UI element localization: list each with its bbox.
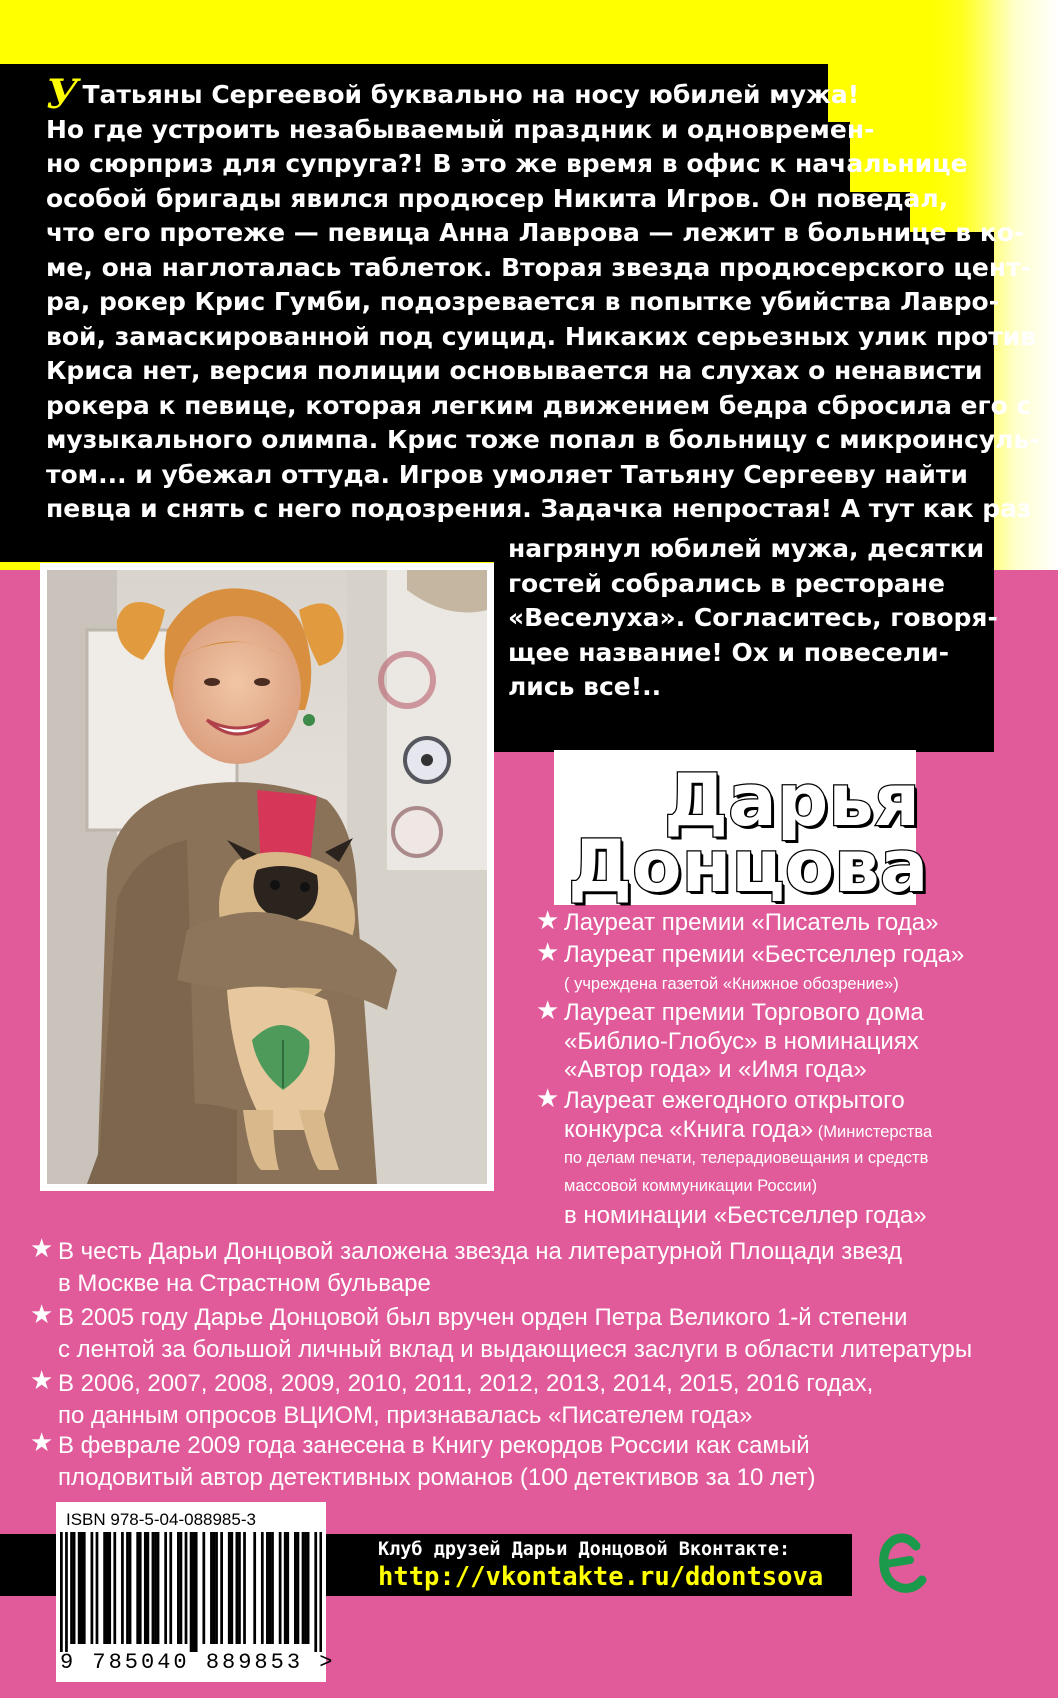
- author-photo: [40, 563, 494, 1191]
- award-line-main: конкурса «Книга года»: [564, 1116, 814, 1143]
- barcode-bar: [65, 1532, 68, 1652]
- author-first-name: Дарья: [664, 758, 921, 842]
- barcode-bar: [279, 1532, 282, 1644]
- barcode-bar: [78, 1532, 81, 1644]
- barcode-bar: [121, 1532, 124, 1644]
- barcode-bar: [157, 1532, 160, 1644]
- blurb-line: ра, рокер Крис Гумби, подозревается в попытке убийства Лавро-: [46, 287, 1000, 316]
- barcode-digits: 9 785040 889853 >: [60, 1650, 336, 1675]
- blurb-line: нагрянул юбилей мужа, десятки: [508, 534, 985, 563]
- blurb-tail: [508, 532, 998, 705]
- barcode-bar: [253, 1532, 256, 1644]
- barcode-bar: [190, 1532, 193, 1652]
- club-label: Клуб друзей Дарьи Донцовой Вконтакте:: [378, 1539, 791, 1560]
- award-line: Лауреат ежегодного открытого: [564, 1087, 905, 1114]
- barcode-bar: [108, 1532, 111, 1644]
- barcode-bar: [271, 1532, 274, 1644]
- blurb-line: Криса нет, версия полиции основывается на слухах о ненависти: [46, 356, 983, 385]
- barcode-bar: [269, 1532, 272, 1644]
- barcode-bar: [220, 1532, 223, 1644]
- award-line: «Библио-Глобус» в номинациях: [564, 1028, 919, 1055]
- blurb-line: особой бригады явился продюсер Никита Игров. Он поведал,: [46, 183, 949, 213]
- barcode-bar: [238, 1532, 241, 1644]
- award-note: ( учреждена газетой «Книжное обозрение»): [564, 975, 899, 993]
- blurb-line: том... и убежал оттуда. Игров умоляет Татьяну Сергееву найти: [46, 459, 968, 489]
- blurb-line: певца и снять с него подозрения. Задачка непростая! А тут как раз: [46, 494, 1032, 523]
- author-last-name: Донцова: [568, 824, 929, 908]
- barcode-bar: [164, 1532, 167, 1644]
- barcode-bar: [304, 1532, 307, 1644]
- barcode-bar: [297, 1532, 300, 1644]
- barcode-bar: [177, 1532, 180, 1644]
- barcode-bar: [144, 1532, 147, 1644]
- barcode-bar: [314, 1532, 317, 1652]
- blurb-line: но сюрприз для супруга?! В это же время в офис к начальнице: [46, 149, 968, 178]
- barcode-bar: [70, 1532, 73, 1644]
- author-with-pug-illustration: [47, 570, 487, 1184]
- barcode-bar: [294, 1532, 297, 1644]
- barcode-bar: [195, 1532, 198, 1652]
- blurb-line: щее название! Ох и повесели-: [508, 637, 949, 667]
- blurb-line: вой, замаскированной под суицид. Никаких серьезных улик против: [46, 321, 1037, 351]
- blurb-line: «Веселуха». Согласитесь, говоря-: [508, 603, 998, 632]
- award-line: [564, 1115, 932, 1147]
- barcode-bar: [126, 1532, 129, 1644]
- barcode-bar: [146, 1532, 149, 1644]
- fact-line: в Москве на Страстном бульваре: [58, 1270, 431, 1297]
- barcode-bar: [210, 1532, 213, 1644]
- barcode-bars: [60, 1532, 322, 1652]
- barcode-bar: [243, 1532, 246, 1644]
- star-icon: ★: [536, 905, 560, 935]
- fact-line: плодовитый автор детективных романов (100 детективов за 10 лет): [58, 1464, 816, 1491]
- blurb-line: лись все!..: [508, 672, 662, 701]
- fact-line: В честь Дарьи Донцовой заложена звезда на литературной Площади звезд: [58, 1238, 903, 1265]
- barcode-bar: [215, 1532, 218, 1644]
- blurb-text: [46, 71, 1040, 527]
- barcode-bar: [284, 1532, 287, 1644]
- barcode-bar: [83, 1532, 86, 1644]
- barcode-bar: [192, 1532, 195, 1652]
- drop-cap: У: [46, 71, 79, 118]
- star-icon: ★: [30, 1365, 54, 1395]
- blurb-line: рокера к певице, которая легким движением бедра сбросила его с: [46, 390, 1032, 420]
- barcode-bar: [213, 1532, 216, 1644]
- blurb-line: что его протеже — певица Анна Лаврова — лежит в больнице в ко-: [46, 218, 1025, 247]
- barcode-bar: [169, 1532, 172, 1644]
- barcode-bar: [106, 1532, 109, 1644]
- barcode-bar: [180, 1532, 183, 1644]
- blurb-line: Татьяны Сергеевой буквально на носу юбилей мужа!: [82, 80, 860, 109]
- award-line: Лауреат премии Торгового дома: [564, 999, 924, 1026]
- barcode-bar: [302, 1532, 305, 1644]
- barcode-bar: [202, 1532, 205, 1644]
- barcode-bar: [136, 1532, 139, 1644]
- barcode-bar: [139, 1532, 142, 1644]
- award-line-note: (Министерства: [813, 1123, 933, 1141]
- star-icon: ★: [536, 937, 560, 967]
- fact-line: В 2005 году Дарье Донцовой был вручен орден Петра Великого 1-й степени: [58, 1304, 908, 1331]
- award-line: «Автор года» и «Имя года»: [564, 1056, 867, 1083]
- barcode-bar: [185, 1532, 188, 1644]
- blurb-line: ме, она наглоталась таблеток. Вторая звезда продюсерского цент-: [46, 252, 1031, 282]
- barcode-bar: [60, 1532, 63, 1652]
- award-line: в номинации «Бестселлер года»: [564, 1202, 927, 1229]
- blurb-line: Но где устроить незабываемый праздник и одновремен-: [46, 114, 875, 144]
- isbn-barcode: [56, 1502, 336, 1682]
- award-line: Лауреат премии «Бестселлер года»: [564, 941, 965, 968]
- fact-line: В феврале 2009 года занесена в Книгу рекордов России как самый: [58, 1432, 810, 1459]
- barcode-bar: [286, 1532, 289, 1644]
- barcode-bar: [73, 1532, 76, 1644]
- star-icon: ★: [30, 1299, 54, 1329]
- barcode-bar: [319, 1532, 322, 1652]
- award-note: по делам печати, телерадиовещания и средств: [564, 1149, 929, 1167]
- barcode-bar: [103, 1532, 106, 1644]
- blurb-line: гостей собрались в ресторане: [508, 568, 945, 598]
- star-icon: ★: [536, 995, 560, 1025]
- fact-line: по данным опросов ВЦИОМ, признавалась «Писателем года»: [58, 1402, 753, 1429]
- barcode-bar: [129, 1532, 132, 1644]
- barcode-bar: [230, 1532, 233, 1644]
- award-line: Лауреат премии «Писатель года»: [564, 909, 939, 936]
- fact-line: с лентой за большой личный вклад и выдающиеся заслуги в области литературы: [58, 1336, 973, 1363]
- star-icon: ★: [30, 1427, 54, 1457]
- barcode-bar: [113, 1532, 116, 1644]
- eksmo-logo: [876, 1526, 930, 1600]
- barcode-bar: [80, 1532, 83, 1644]
- blurb-backdrop-6: [494, 700, 914, 752]
- barcode-bar: [266, 1532, 269, 1644]
- barcode-bar: [307, 1532, 310, 1644]
- barcode-bar: [228, 1532, 231, 1644]
- author-photo-image: [47, 570, 487, 1184]
- barcode-bar: [96, 1532, 99, 1644]
- blurb-line: музыкального олимпа. Крис тоже попал в больницу с микроинсуль-: [46, 425, 1040, 454]
- star-icon: ★: [30, 1233, 54, 1263]
- barcode-bar: [154, 1532, 157, 1644]
- award-note: массовой коммуникации России): [564, 1177, 818, 1195]
- barcode-bar: [236, 1532, 239, 1644]
- fact-line: В 2006, 2007, 2008, 2009, 2010, 2011, 2012, 2013, 2014, 2015, 2016 годах,: [58, 1370, 874, 1397]
- barcode-bar: [91, 1532, 94, 1644]
- isbn-label: ISBN 978-5-04-088985-3: [66, 1510, 256, 1529]
- barcode-bar: [261, 1532, 264, 1644]
- star-icon: ★: [536, 1083, 560, 1113]
- club-url-link[interactable]: http://vkontakte.ru/ddontsova: [378, 1562, 824, 1592]
- barcode-bar: [152, 1532, 155, 1644]
